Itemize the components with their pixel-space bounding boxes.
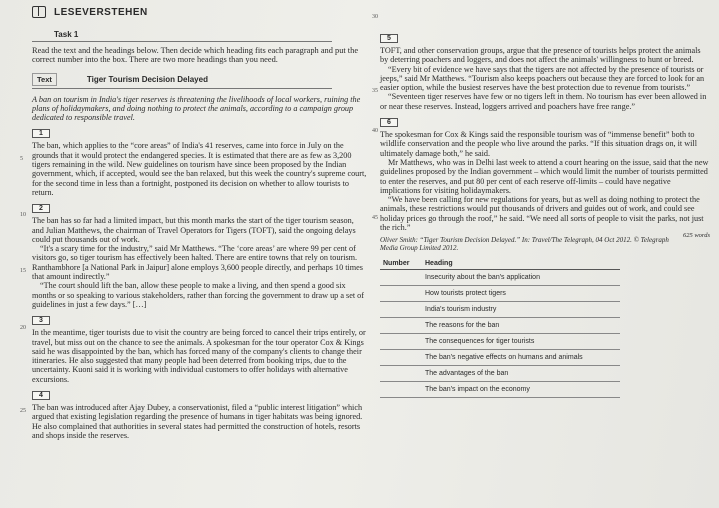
- line-marker: 25: [20, 408, 26, 414]
- section-header: [32, 6, 367, 18]
- text-label: Text: [32, 73, 57, 86]
- answer-box[interactable]: [380, 334, 422, 350]
- paragraph-number: 1: [32, 129, 50, 138]
- answer-box[interactable]: [380, 270, 422, 286]
- paragraph-number: 5: [380, 34, 398, 43]
- paragraph-text: “Seventeen tiger reserves have few or no tigers left in them. No tourism has ever been allowed in or near these reserves. Instead, loggers arrived and poachers have free range.”: [380, 92, 707, 111]
- answer-box[interactable]: [380, 382, 422, 398]
- headings-table: [380, 258, 620, 398]
- paragraph-text: The spokesman for Cox & Kings said the responsible tourism was of “immense benefit” both to wildlife conservation and the people who live around the parks. “If this situation drags on, it will ultimately damage both,” he said.: [380, 130, 697, 158]
- line-marker: 10: [20, 212, 26, 218]
- line-marker: 40: [372, 128, 378, 134]
- paragraph-number: 2: [32, 204, 50, 213]
- paragraph-text: In the meantime, tiger tourists due to visit the country are being forced to cancel their trips entirely, or travel, but miss out on the chance to see the animals. A spokesman for the tour operator Cox & Kings said he was disappointed by the ban, which has forced many of the company's clients to change their itineraries. He also suggested that many people had been deterred from booking trips, due to the uncertainty. Kuoni said it is working with individual customers to offer holidays with alternative excursions.: [32, 328, 366, 384]
- answer-box[interactable]: [380, 318, 422, 334]
- right-column: [380, 14, 710, 398]
- heading-option: The ban's negative effects on humans and animals: [422, 350, 620, 366]
- paragraph-text: Mr Matthews, who was in Delhi last week to attend a court hearing on the issue, said that the new guidelines proposed by the Indian government – which would limit the number of tourists permitted to enter the reserves, and put 80 per cent of each reserve off-limits – could have negative implications for visiting holidaymakers.: [380, 157, 709, 195]
- table-row: [380, 270, 620, 286]
- heading-option: The ban's impact on the economy: [422, 382, 620, 398]
- paragraph-text: The ban has so far had a limited impact, but this month marks the start of the tiger tourism season, and Julian Matthews, the chairman of Travel Operators for Tigers (TOFT), said the ongoing delays could put thousands out of work.: [32, 216, 356, 244]
- table-row: [380, 302, 620, 318]
- line-marker: 35: [372, 88, 378, 94]
- divider: [32, 88, 332, 89]
- heading-option: The reasons for the ban: [422, 318, 620, 334]
- heading-option: The consequences for tiger tourists: [422, 334, 620, 350]
- line-marker: 45: [372, 215, 378, 221]
- line-marker: 30: [372, 14, 378, 20]
- paragraph-text: “Every bit of evidence we have says that the tigers are not affected by the presence of tourists or jeeps,” said Mr Matthews. “Tourism also keeps poachers out because they are forced to look for an easier option, while the busiest reserves have the best protection due to revenue from tourists.”: [380, 64, 705, 93]
- answer-box[interactable]: [380, 366, 422, 382]
- line-marker: 20: [20, 325, 26, 331]
- table-row: [380, 382, 620, 398]
- task-instruction: Read the text and the headings below. Then decide which heading fits each paragraph and put the correct number into the box. There are two more headings than you need.: [32, 46, 359, 65]
- left-column: [32, 6, 367, 440]
- paragraph-text: TOFT, and other conservation groups, argue that the presence of tourists helps protect the animals by deterring poachers and loggers, and does not affect the animals' willingness to hunt or breed.: [380, 46, 701, 65]
- paragraph-number: 4: [32, 391, 50, 400]
- paragraph-number: 6: [380, 118, 398, 127]
- table-row: [380, 286, 620, 302]
- line-marker: 5: [20, 156, 23, 162]
- heading-option: Insecurity about the ban's application: [422, 270, 620, 286]
- text-header: [32, 73, 367, 86]
- table-row: [380, 366, 620, 382]
- column-header-heading: Heading: [422, 258, 620, 270]
- heading-option: The advantages of the ban: [422, 366, 620, 382]
- word-count: 625 words: [682, 232, 710, 240]
- heading-option: How tourists protect tigers: [422, 286, 620, 302]
- article-headline: Tiger Tourism Decision Delayed: [86, 74, 208, 84]
- paragraph-text: The ban was introduced after Ajay Dubey, a conservationist, filed a “public interest litigation” which argued that existing legislation regarding the presence of humans in tiger habitats was being ignored. He also complained that authorities in several states had permitted the construction of hotels, resorts and shops inside the reserves.: [32, 403, 363, 440]
- paragraph-text: “The court should lift the ban, allow these people to make a living, and then spend a good six months or so speaking to various stakeholders, rather than forcing the government to draw up a set of guidelines in just a few days.” […]: [32, 281, 364, 309]
- section-title: LESEVERSTEHEN: [54, 6, 148, 18]
- answer-box[interactable]: [380, 302, 422, 318]
- line-marker: 15: [20, 268, 26, 274]
- heading-option: India's tourism industry: [422, 302, 620, 318]
- column-header-number: Number: [380, 258, 422, 270]
- article-standfirst: A ban on tourism in India's tiger reserves is threatening the livelihoods of local workers, ruining the plans of holidaymakers, and doing nothing to protect the animals, according to a campaign group dedicated to responsible travel.: [32, 94, 361, 123]
- table-row: [380, 334, 620, 350]
- answer-box[interactable]: [380, 286, 422, 302]
- table-row: [380, 318, 620, 334]
- paragraph-text: “We have been calling for new regulations for years, but as well as doing nothing to protect the animals, these restrictions would put thousands of drivers and guides out of work, and could see holiday prices go through the roof,” he said. “We need all sorts of people to visit the parks, not just the rich.”: [380, 195, 704, 233]
- divider: [32, 41, 332, 42]
- paragraph-text: The ban, which applies to the “core areas” of India's 41 reserves, came into force in July on the grounds that it would protect the endangered species. It is estimated that there are as few as 3,200 tigers remaining in the wild. New guidelines on tourism have since been proposed by the Indian government, which, if accepted, would see the ban relaxed, but this week the country's supreme court, for the second time in less than a fortnight, postponed its decision on whether to allow tourists to return.: [32, 141, 367, 197]
- source-citation: Oliver Smith: “Tiger Tourism Decision Delayed.” In: Travel/The Telegraph, 04 Oct 2012. © Telegraph Media Group Limited 2012.: [380, 236, 669, 253]
- paragraph-text: “It's a scary time for the industry,” said Mr Matthews. “The ‘core areas’ are where 99 per cent of visitors go, so tiger tourism has effectively been halted. There are entire towns that rely on tourism. Ranthambhore [a National Park in Jaipur] alone employs 3,600 people directly, and perhaps 10 times that amount indirectly.”: [32, 244, 363, 282]
- answer-box[interactable]: [380, 350, 422, 366]
- book-icon: [32, 6, 46, 18]
- table-row: [380, 350, 620, 366]
- paragraph-number: 3: [32, 316, 50, 325]
- task-label: Task 1: [54, 30, 79, 39]
